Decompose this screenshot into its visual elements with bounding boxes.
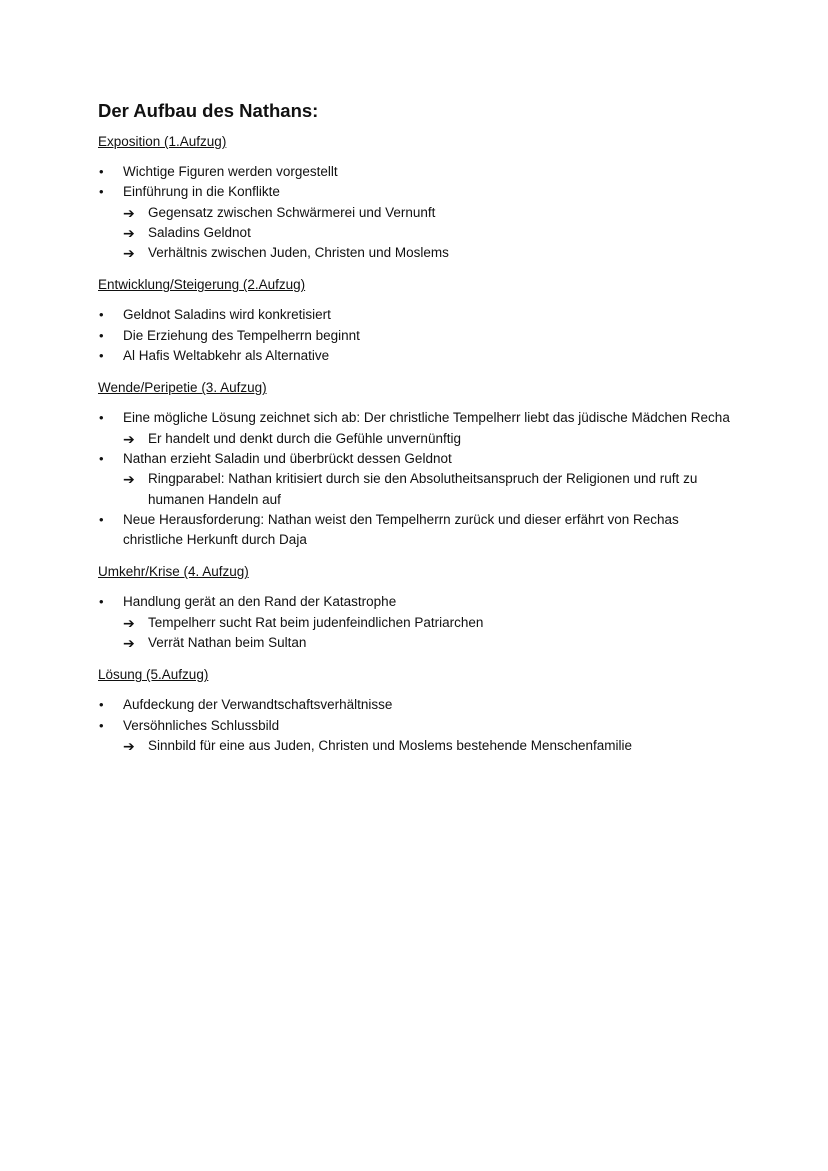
bullet-item <box>98 592 738 653</box>
arrow-item <box>123 613 738 633</box>
bullet-icon: • <box>99 164 104 179</box>
arrow-right-icon: ➔ <box>123 430 135 447</box>
bullet-item <box>98 162 738 182</box>
document-page <box>98 96 738 768</box>
section-heading: Entwicklung/Steigerung (2.Aufzug) <box>98 277 306 293</box>
arrow-right-icon: ➔ <box>123 614 135 631</box>
arrow-right-icon: ➔ <box>123 737 135 754</box>
section-heading: Umkehr/Krise (4. Aufzug) <box>98 564 249 580</box>
arrow-list <box>123 203 738 264</box>
arrow-right-icon: ➔ <box>123 224 135 241</box>
bullet-text: Aufdeckung der Verwandtschaftsverhältnisse <box>123 697 393 713</box>
arrow-item-text: Saladins Geldnot <box>148 224 251 240</box>
arrow-item <box>123 633 738 653</box>
bullet-icon: • <box>99 511 104 527</box>
bullet-icon: • <box>99 348 104 364</box>
arrow-item-text: Sinnbild für eine aus Juden, Christen und Moslems bestehende Menschenfamilie <box>148 737 633 753</box>
section-heading: Lösung (5.Aufzug) <box>98 667 209 683</box>
bullet-text: Wichtige Figuren werden vorgestellt <box>123 164 338 179</box>
bullet-list <box>98 305 738 366</box>
bullet-text: Versöhnliches Schlussbild <box>123 717 280 733</box>
section <box>98 132 738 263</box>
bullet-text: Nathan erzieht Saladin und überbrückt dessen Geldnot <box>123 450 452 466</box>
bullet-list <box>98 408 738 550</box>
section-heading: Wende/Peripetie (3. Aufzug) <box>98 380 267 396</box>
bullet-icon: • <box>99 307 104 323</box>
arrow-item-text: Verrät Nathan beim Sultan <box>148 635 307 651</box>
bullet-item <box>98 305 738 325</box>
bullet-text: Handlung gerät an den Rand der Katastrophe <box>123 594 397 610</box>
bullet-item <box>98 695 738 715</box>
arrow-item-text: Ringparabel: Nathan kritisiert durch sie den Absolutheitsanspruch der Religionen und ruft zu humanen Handeln auf <box>148 471 698 507</box>
bullet-icon: • <box>99 697 104 713</box>
bullet-item <box>98 346 738 366</box>
bullet-item <box>98 716 738 757</box>
section <box>98 275 738 366</box>
arrow-list <box>123 469 738 510</box>
bullet-icon: • <box>99 327 104 343</box>
bullet-item <box>98 182 738 263</box>
bullet-list <box>98 592 738 653</box>
arrow-item <box>123 736 738 756</box>
section <box>98 562 738 653</box>
arrow-right-icon: ➔ <box>123 471 135 488</box>
bullet-text: Geldnot Saladins wird konkretisiert <box>123 307 331 323</box>
bullet-item <box>98 408 738 449</box>
bullet-text: Al Hafis Weltabkehr als Alternative <box>123 348 330 364</box>
arrow-item <box>123 243 738 263</box>
arrow-item <box>123 223 738 243</box>
bullet-icon: • <box>99 717 104 733</box>
bullet-icon: • <box>99 184 104 200</box>
bullet-item <box>98 326 738 346</box>
section <box>98 665 738 756</box>
arrow-right-icon: ➔ <box>123 245 135 262</box>
document-title: Der Aufbau des Nathans: <box>98 100 319 121</box>
bullet-text: Neue Herausforderung: Nathan weist den Tempelherrn zurück und dieser erfährt von Rechas christliche Herkunft durch Daja <box>123 511 679 548</box>
arrow-list <box>123 613 738 654</box>
arrow-list <box>123 736 738 756</box>
arrow-item-text: Gegensatz zwischen Schwärmerei und Vernunft <box>148 204 436 220</box>
bullet-icon: • <box>99 594 104 610</box>
bullet-list <box>98 162 738 263</box>
bullet-list <box>98 695 738 756</box>
arrow-right-icon: ➔ <box>123 635 135 652</box>
bullet-text: Eine mögliche Lösung zeichnet sich ab: Der christliche Tempelherr liebt das jüdische Mädchen Recha <box>123 410 730 426</box>
bullet-text: Die Erziehung des Tempelherrn beginnt <box>123 327 360 343</box>
arrow-item-text: Tempelherr sucht Rat beim judenfeindlichen Patriarchen <box>148 614 484 630</box>
bullet-item <box>98 449 738 510</box>
arrow-item <box>123 203 738 223</box>
bullet-item <box>98 510 738 551</box>
arrow-item <box>123 469 738 510</box>
bullet-icon: • <box>99 410 104 426</box>
section-heading: Exposition (1.Aufzug) <box>98 134 227 149</box>
arrow-right-icon: ➔ <box>123 204 135 221</box>
sections-container <box>98 132 738 756</box>
arrow-list <box>123 429 738 449</box>
section <box>98 378 738 550</box>
arrow-item-text: Er handelt und denkt durch die Gefühle unvernünftig <box>148 430 461 446</box>
arrow-item <box>123 429 738 449</box>
arrow-item-text: Verhältnis zwischen Juden, Christen und Moslems <box>148 245 449 261</box>
bullet-text: Einführung in die Konflikte <box>123 184 280 200</box>
bullet-icon: • <box>99 450 104 466</box>
